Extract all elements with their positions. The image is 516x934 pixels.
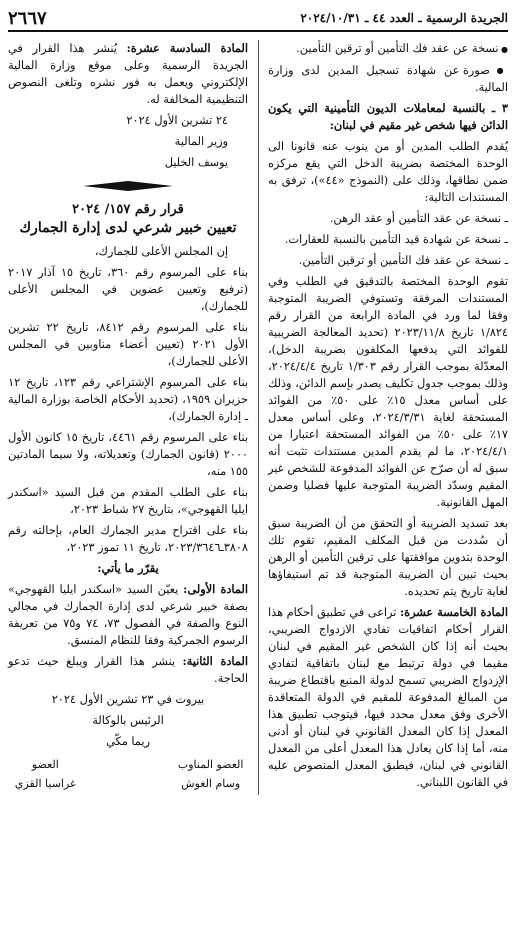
article-label: المادة الأولى: <box>183 582 248 596</box>
paragraph-unit-check: تقوم الوحدة المختصة بالتدقيق في الطلب وفي المستندات المرفقة وتستوفي الضريبة المتوجبة وفقا لما ورد في المادة الرابعة من القرار رقم ١/٨٢٤ تاريخ ٢٠٢٣/١١/٨ (تحديد المعالجة الضريبية للفوائد التي يدفعها المكلفون بضريبة الدخل)، المعدّلة بموجب القرار رقم ١/٣٠٣ تاريخ ٢٠٢٤/٤/٤، وذلك بموجب جدول تكليف يصدر بإسم الدائن، وذلك على أساس معدل ١٥٪ على ٥٠٪ من الفوائد المستحقة لغاية ٢٠٢٤/٣/٣١، وعلى أساس معدل ١٧٪ على ٥٠٪ من الفوائد المستحقة اعتبارا من ٢٠٢٤/٤/١، ما لم يقدم المدين مستندات تثبت أنه سبق له أن صرّح عن الفوائد المدفوعة للشخص غير المقيم وسدّد الضريبة المتوجبة عليها فصليا وضمن المهل القانونية. <box>268 275 508 509</box>
minister-title: وزير المالية <box>174 135 228 148</box>
member-alt-title: العضو المناوب <box>177 758 244 771</box>
member-name: غراسيا القزي <box>14 777 76 790</box>
decision-subject: تعيين خبير شرعي لدى إدارة الجمارك <box>19 220 237 236</box>
section3-heading: ٣ ـ بالنسبة لمعاملات الديون التأمينية التي يكون الدائن فيها شخص غير مقيم في لبنان: <box>268 101 508 132</box>
article-15 <box>268 604 508 791</box>
council-line: إن المجلس الأعلى للجمارك، <box>94 245 228 258</box>
article-16 <box>8 40 248 108</box>
article-2 <box>8 653 248 687</box>
article-1 <box>8 581 248 649</box>
recital: بناء على المرسوم رقم ٨٤١٢، تاريخ ٢٢ تشرين الأول ٢٠٢١ (تعيين أعضاء مناوبين في المجلس الأعلى للجمارك)، <box>8 321 248 368</box>
doc-list-item: ـ نسخة عن عقد التأمين أو عقد الرهن. <box>268 210 508 227</box>
page-number: ٢٦٦٧ <box>8 7 47 29</box>
paragraph-after-payment: بعد تسديد الضريبة أو التحقق من أن الضريبة سبق أن سُددت من قبل المكلف المقيم، تقوم تلك الوحدة بتدوين موافقتها على ترقين التأمين أو الرهن بحيث تبين أن الضريبة المتوجبة قد تم استيفاؤها لغاية تاريخ يتم تحديده. <box>268 517 508 598</box>
recital: بناء على المرسوم رقم ٣٦٠، تاريخ ١٥ آذار ٢٠١٧ (ترفيع وتعيين عضوين في المجلس الأعلى للجمارك)، <box>8 266 248 313</box>
article-text: ينشر هذا القرار ويبلغ حيث تدعو الحاجة. <box>8 655 248 685</box>
article-label: المادة الخامسة عشرة: <box>399 605 509 619</box>
bullet-item: ● صورة عن شهادة تسجيل المدين لدى وزارة المالية. <box>268 62 508 97</box>
left-column <box>8 40 248 795</box>
columns <box>8 40 508 795</box>
closing-date: بيروت في ٢٣ تشرين الأول ٢٠٢٤ <box>51 693 205 706</box>
recital: بناء على الطلب المقدم من قبل السيد «اسكندر ايليا القهوجي»، بتاريخ ٢٧ شباط ٢٠٢٣، <box>8 486 248 516</box>
decision-number: قرار رقم ١٥٧/ ٢٠٢٤ <box>72 202 184 217</box>
recital: بناء على المرسوم الإشتراعي رقم ١٢٣، تاريخ ١٢ حزيران ١٩٥٩، (تحديد الأحكام الخاصة بوزارة المالية ـ إدارة الجمارك)، <box>8 376 249 423</box>
president-title: الرئيس بالوكالة <box>92 714 164 727</box>
decides-line: يقرّر ما يأتي: <box>97 561 159 575</box>
gazette-title: الجريدة الرسمية ـ العدد ٤٤ ـ ٢٠٢٤/١٠/٣١ <box>300 11 508 25</box>
article-label: المادة الثانية: <box>182 654 248 668</box>
president-name: ريما مكّي <box>106 735 150 748</box>
article-text: يعيّن السيد «اسكندر ايليا القهوجي» بصفة خبير شرعي لدى إدارة الجمارك في مجالي النوع والصفة في الفصول ٧٣، ٧٤ و٧٥ من تعريفة الرسوم الجمركية وفقا للنظام المنسق. <box>8 583 248 647</box>
member-alt-name: وسام الغوش <box>181 777 241 790</box>
bullet-item: ● نسخة عن عقد فك التأمين أو ترقين التأمين. <box>268 40 508 58</box>
signature-date: ٢٤ تشرين الأول ٢٠٢٤ <box>126 114 228 127</box>
minister-name: يوسف الخليل <box>164 156 228 169</box>
recital: بناء على اقتراح مدير الجمارك العام، بإحالته رقم ٣٨٠٨ـ٢٠٢٣/٣٦٤٦، تاريخ ١١ تموز ٢٠٢٣، <box>8 524 248 554</box>
column-divider <box>258 40 259 795</box>
doc-list-item: ـ نسخة عن شهادة قيد التأمين بالنسبة للعقارات. <box>268 231 508 248</box>
doc-list-item: ـ نسخة عن عقد فك التأمين أو ترقين التأمين. <box>268 252 508 269</box>
article-label: المادة السادسة عشرة: <box>126 41 248 55</box>
page-header <box>8 6 508 32</box>
signatories <box>8 756 248 792</box>
article-text: تراعى في تطبيق أحكام هذا القرار أحكام اتفاقيات تفادي الازدواج الضريبي، بحيث أنه إذا كان الشخص غير المقيم في لبنان مقيما في دولة ترتبط مع لبنان باتفاقية لتفادي الإزدواج الضريبي تسمح لدولة المنبع باقتطاع ضريبة من المبالغ المدفوعة للمقيم في الدولة المتعاقدة الأخرى وفق معدل محدد فيها، فيتوجب تطبيق هذا المعدل إذا كان المعدل القانوني في لبنان أو أدنى منه، أما إذا كان يعادل هذا المعدل أعلى من المعدل القانوني في لبنان، فيطبق المعدل المنصوص عليه في القانون اللبناني. <box>268 606 508 789</box>
member-title: العضو <box>31 758 59 771</box>
section-separator <box>8 181 248 191</box>
article-text: يُنشر هذا القرار في الجريدة الرسمية وعلى موقع وزارة المالية الإلكتروني ويعمل به فور نشره وتلغى النصوص التنظيمية المخالفة له. <box>8 42 248 106</box>
right-column <box>268 40 508 795</box>
recital: بناء على المرسوم رقم ٤٤٦١، تاريخ ١٥ كانون الأول ٢٠٠٠ (قانون الجمارك) وتعديلاته، ولا سيما المادتين ١٥٥ منه، <box>8 431 248 478</box>
section3-intro: يُقدم الطلب المدين أو من ينوب عنه قانونا الى الوحدة المختصة بضريبة الدخل التي يقع مركزه ضمن نطاقها، وذلك على (النموذج «٤٤»)، ترفق به المستندات التالية: <box>268 140 509 204</box>
